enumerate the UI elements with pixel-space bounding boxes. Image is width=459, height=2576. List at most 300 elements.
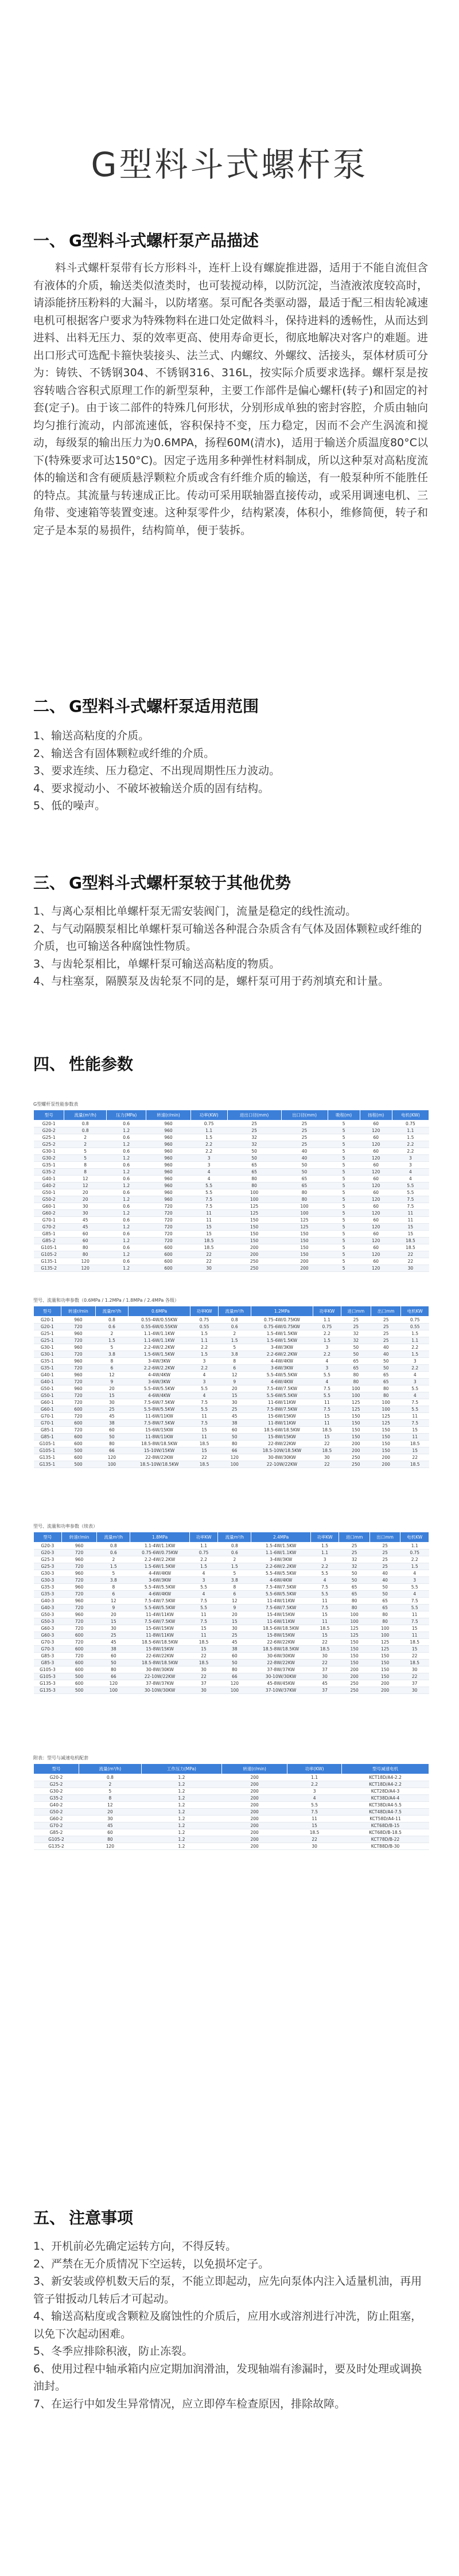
table-row <box>34 1231 429 1238</box>
table-cell: 80 <box>281 1189 328 1196</box>
table-cell: 5 <box>97 1570 130 1577</box>
column-header: 转速r/min <box>61 1306 95 1317</box>
table-row <box>34 1625 429 1632</box>
table-cell: 0.6 <box>106 1203 146 1210</box>
table-row <box>34 1673 429 1680</box>
table-cell: 20 <box>79 1809 142 1816</box>
table-cell: 15-4W/15KW <box>251 1611 310 1618</box>
data-table <box>33 1110 429 1272</box>
table-cell: 22-10W/22KW <box>130 1673 189 1680</box>
table-row <box>34 1570 429 1577</box>
table-cell: G25-2 <box>34 1781 79 1788</box>
table-cell: 2 <box>64 1141 106 1148</box>
table-row <box>34 1182 429 1189</box>
column-header: 出口mm <box>371 1306 401 1317</box>
table-cell: 0.6 <box>106 1258 146 1265</box>
table-cell: 600 <box>146 1265 190 1272</box>
performance-table-4 <box>33 1755 429 1850</box>
table-cell: 5 <box>328 1265 360 1272</box>
table-cell: 720 <box>61 1577 96 1584</box>
table-row <box>34 1251 429 1258</box>
table-cell: KCT68D/B-15 <box>342 1822 429 1829</box>
table-cell: 3.8 <box>95 1351 128 1358</box>
table-cell: G35-3 <box>34 1584 62 1591</box>
table-row <box>34 1365 429 1372</box>
table-cell: 18.5-6W/18.5KW <box>251 1625 310 1632</box>
table-cell: G20-1 <box>34 1324 61 1330</box>
table-cell: 18.5 <box>401 1441 429 1447</box>
table-cell: 200 <box>222 1802 287 1809</box>
table-cell: 0.6 <box>218 1549 251 1556</box>
column-header: 压力(MPa) <box>106 1110 146 1121</box>
table-cell: 22 <box>189 1673 218 1680</box>
table-cell: G60-2 <box>34 1210 64 1217</box>
table-cell: 960 <box>146 1134 190 1141</box>
table-cell: 5.5-4W/5.5KW <box>130 1584 189 1591</box>
table-cell: 80 <box>218 1441 251 1447</box>
table-cell: 0.75 <box>401 1317 429 1324</box>
table-cell: 150 <box>227 1217 281 1224</box>
table-cell: 0.8 <box>218 1543 251 1549</box>
table-cell: 5 <box>328 1244 360 1251</box>
table-cell: 15 <box>400 1646 429 1653</box>
list-item: 2、与气动隔膜泵相比单螺杆泵可输送各种混合杂质含有气体及固体颗粒或纤维的介质，也可输送各种腐蚀性物质。 <box>33 922 422 953</box>
table-cell: 100 <box>341 1385 371 1392</box>
list-item: 1、与离心泵相比单螺杆泵无需安装阀门，流量是稳定的线性流动。 <box>33 905 357 918</box>
table-cell: 1.5 <box>401 1351 429 1358</box>
table-row <box>34 1148 429 1155</box>
table-cell: 18.5 <box>189 1660 218 1666</box>
table-cell: 50 <box>281 1169 328 1176</box>
table-cell: 37 <box>310 1687 339 1694</box>
table-cell: 0.55-4W/0.55KW <box>128 1317 190 1324</box>
table-cell: 200 <box>222 1843 287 1850</box>
table-cell: 80 <box>369 1618 400 1625</box>
column-header: 型号减速电机 <box>342 1764 429 1774</box>
table-row <box>34 1224 429 1231</box>
table-cell: 720 <box>61 1563 96 1570</box>
table-cell: G60-3 <box>34 1625 62 1632</box>
table-header-row <box>34 1306 429 1317</box>
column-header: 功率KW <box>310 1532 339 1543</box>
table-cell: 0.75 <box>400 1549 429 1556</box>
table-cell: G40-2 <box>34 1182 64 1189</box>
table-cell: 66 <box>97 1673 130 1680</box>
column-header: 流量m³/h <box>218 1306 251 1317</box>
table-cell: 50 <box>371 1358 401 1365</box>
table-cell: G85-1 <box>34 1427 61 1434</box>
table-cell: 1.2 <box>141 1829 221 1836</box>
table-row <box>34 1317 429 1324</box>
column-header: 1.2MPa <box>251 1306 313 1317</box>
table-cell: 12 <box>97 1598 130 1605</box>
table-cell: 0.8 <box>218 1317 251 1324</box>
column-header: 型号 <box>34 1110 64 1121</box>
table-cell: 5.5 <box>400 1584 429 1591</box>
table-cell: 15 <box>392 1231 429 1238</box>
table-cell: 1.5 <box>401 1330 429 1337</box>
list-item: 6、使用过程中轴承箱内应定期加润滑油，发现轴端有渗漏时，要及时处理或调换油封。 <box>33 2362 422 2392</box>
table-cell: 11 <box>189 1632 218 1639</box>
table-cell: 50 <box>218 1434 251 1441</box>
table-cell: 100 <box>227 1196 281 1203</box>
table-cell: 25 <box>339 1543 370 1549</box>
table-cell: KCT58D/A4-11 <box>342 1816 429 1822</box>
table-cell: 6 <box>97 1591 130 1598</box>
table-cell: 2.2-4W/2.2KW <box>130 1556 189 1563</box>
table-cell: 200 <box>222 1774 287 1781</box>
table-cell: 1.5 <box>190 1134 227 1141</box>
table-cell: 15 <box>401 1447 429 1454</box>
table-cell: 1.5 <box>190 1351 219 1358</box>
table-cell: 18.5-10W/18.5KW <box>251 1447 313 1454</box>
table-cell: 25 <box>369 1549 400 1556</box>
column-header: 型号 <box>34 1306 61 1317</box>
table-cell: 8 <box>97 1584 130 1591</box>
table-cell: 250 <box>339 1680 370 1687</box>
list-item: 7、在运行中如发生异常情况，应立即停车检查原因，排除故障。 <box>33 2397 346 2410</box>
table-cell: 3 <box>287 1788 342 1795</box>
table-cell: G105-2 <box>34 1251 64 1258</box>
table-cell: 11 <box>313 1420 341 1427</box>
table-cell: 15-8W/15KW <box>251 1632 310 1639</box>
table-cell: 30 <box>218 1625 251 1632</box>
table-cell: 60 <box>218 1427 251 1434</box>
table-cell: 18.5-6W/18.5KW <box>130 1639 189 1646</box>
table-cell: 2 <box>218 1556 251 1563</box>
table-cell: 200 <box>281 1258 328 1265</box>
table-cell: 960 <box>146 1141 190 1148</box>
table-cell: 120 <box>360 1127 392 1134</box>
table-row <box>34 1781 429 1788</box>
table-cell: 5.5-6W/5.5KW <box>251 1591 310 1598</box>
table-row <box>34 1162 429 1169</box>
table-cell: 1.2 <box>106 1141 146 1148</box>
column-header: 出口mm <box>369 1532 400 1543</box>
table-cell: G35-1 <box>34 1365 61 1372</box>
table-cell: 30-8W/30KW <box>130 1666 189 1673</box>
table-cell: G135-1 <box>34 1461 61 1468</box>
table-cell: G85-2 <box>34 1829 79 1836</box>
table-cell: 7.5 <box>401 1420 429 1427</box>
table-cell: 500 <box>61 1687 96 1694</box>
table-cell: 60 <box>360 1258 392 1265</box>
table-cell: 1.5 <box>218 1337 251 1344</box>
table-cell: G70-1 <box>34 1413 61 1420</box>
table-cell: G50-2 <box>34 1196 64 1203</box>
table-cell: 20 <box>218 1385 251 1392</box>
table-cell: 2.2-6W/2.2KW <box>128 1365 190 1372</box>
table-cell: 60 <box>218 1653 251 1660</box>
section5-list <box>33 2238 429 2413</box>
table-cell: 0.75-4W/0.75KW <box>251 1317 313 1324</box>
table-cell: G25-2 <box>34 1141 64 1148</box>
table-cell: 600 <box>146 1244 190 1251</box>
table-cell: G20-2 <box>34 1127 64 1134</box>
table-cell: 2 <box>218 1330 251 1337</box>
table-cell: 3 <box>189 1577 218 1584</box>
table-cell: 20 <box>218 1611 251 1618</box>
table-cell: 200 <box>369 1687 400 1694</box>
table-cell: 960 <box>146 1182 190 1189</box>
table-cell: 38 <box>95 1420 128 1427</box>
table-cell: 5.5-4W/5.5KW <box>128 1385 190 1392</box>
table-cell: 30 <box>97 1625 130 1632</box>
table-cell: 120 <box>64 1258 106 1265</box>
table-cell: 960 <box>146 1162 190 1169</box>
table-cell: 30 <box>392 1265 429 1272</box>
table-cell: 45-8W/45KW <box>251 1680 310 1687</box>
table-cell: 15 <box>400 1625 429 1632</box>
table-row <box>34 1265 429 1272</box>
table-cell: 4 <box>190 1392 219 1399</box>
table-cell: 1.5-4W/1.5KW <box>251 1330 313 1337</box>
table-cell: G20-1 <box>34 1121 64 1127</box>
table-cell: 125 <box>371 1413 401 1420</box>
table-cell: 4 <box>190 1176 227 1182</box>
table-cell: 100 <box>218 1461 251 1468</box>
table-cell: 40 <box>371 1344 401 1351</box>
table-cell: 18.5-8W/18.5KW <box>128 1441 190 1447</box>
table-cell: 25 <box>371 1324 401 1330</box>
column-header: 型号 <box>34 1764 79 1774</box>
table-cell: 18.5 <box>190 1441 219 1447</box>
table-cell: 120 <box>360 1265 392 1272</box>
table-cell: 1.1 <box>310 1549 339 1556</box>
table-cell: 2.2 <box>287 1781 342 1788</box>
table-cell: G70-2 <box>34 1822 79 1829</box>
table-cell: 3-6W/3KW <box>251 1365 313 1372</box>
table-cell: 2.2 <box>190 1148 227 1155</box>
table-cell: 40 <box>281 1155 328 1162</box>
table-cell: 9 <box>97 1605 130 1611</box>
table-row <box>34 1563 429 1570</box>
table-cell: 6 <box>218 1591 251 1598</box>
table-cell: 1.5 <box>97 1563 130 1570</box>
table-cell: 0.6 <box>106 1134 146 1141</box>
table-cell: 125 <box>371 1420 401 1427</box>
table-cell: 5 <box>328 1141 360 1148</box>
table-cell: 65 <box>371 1372 401 1379</box>
table-cell: 25 <box>369 1543 400 1549</box>
table-cell: 125 <box>341 1399 371 1406</box>
table-cell: KCT18D/A4-2.2 <box>342 1774 429 1781</box>
table-cell: 0.55-6W/0.55KW <box>128 1324 190 1330</box>
table-row <box>34 1121 429 1127</box>
table-cell: 4 <box>401 1392 429 1399</box>
column-header: 1.8MPa <box>130 1532 189 1543</box>
table-cell: 50 <box>371 1365 401 1372</box>
table-cell: 18.5 <box>190 1461 219 1468</box>
section5-heading <box>33 2206 133 2228</box>
section3-list <box>33 903 429 990</box>
table-cell: 150 <box>281 1238 328 1244</box>
table-cell: 12 <box>64 1176 106 1182</box>
table-cell: 40 <box>369 1570 400 1577</box>
table-row <box>34 1788 429 1795</box>
table-cell: 18.5-6W/18.5KW <box>251 1427 313 1434</box>
table-cell: 5.5 <box>190 1189 227 1196</box>
table-cell: G20-1 <box>34 1317 61 1324</box>
table-cell: 22-6W/22KW <box>251 1639 310 1646</box>
table-cell: 1.5-6W/1.5KW <box>251 1337 313 1344</box>
table-cell: 11 <box>401 1434 429 1441</box>
table-cell: G20-3 <box>34 1549 62 1556</box>
table-cell: 5.5 <box>400 1605 429 1611</box>
table-cell: 150 <box>227 1238 281 1244</box>
table-cell: 3 <box>190 1155 227 1162</box>
table-cell: 100 <box>281 1210 328 1217</box>
table-cell: 960 <box>146 1176 190 1182</box>
table-cell: 11 <box>401 1413 429 1420</box>
table-row <box>34 1379 429 1385</box>
table-cell: 120 <box>97 1680 130 1687</box>
list-item: 3、要求连续、压力稳定、不出现周期性压力波动。 <box>33 764 281 777</box>
table-cell: 150 <box>281 1251 328 1258</box>
table-cell: 3 <box>401 1379 429 1385</box>
table-cell: 80 <box>95 1441 128 1447</box>
table-row <box>34 1632 429 1639</box>
table-cell: 0.55 <box>401 1324 429 1330</box>
list-item: 3、新安装或停机数天后的泵，不能立即起动，应先向泵体内注入适量机油，再用管子钳扳动几转后才可起动。 <box>33 2275 422 2305</box>
table-cell: G30-2 <box>34 1155 64 1162</box>
table-row <box>34 1584 429 1591</box>
table-row <box>34 1203 429 1210</box>
column-header: 转速(r/min) <box>146 1110 190 1121</box>
table-cell: 120 <box>360 1210 392 1217</box>
table-cell: G30-2 <box>34 1788 79 1795</box>
column-header: 电机KW <box>401 1306 429 1317</box>
column-header: 功率KW <box>190 1306 219 1317</box>
table-cell: 2.2 <box>190 1365 219 1372</box>
column-header: 功率KW <box>189 1532 218 1543</box>
table-cell: KCT68D/B-18.5 <box>342 1829 429 1836</box>
table-cell: 1.2 <box>141 1788 221 1795</box>
table-cell: 80 <box>339 1598 370 1605</box>
table-cell: 5.5-6W/5.5KW <box>251 1392 313 1399</box>
table-cell: 0.6 <box>97 1549 130 1556</box>
table-cell: 7.5 <box>190 1420 219 1427</box>
table-row <box>34 1577 429 1584</box>
table-cell: 600 <box>61 1660 96 1666</box>
table-cell: 720 <box>146 1224 190 1231</box>
table-cell: G50-1 <box>34 1189 64 1196</box>
table-cell: 960 <box>61 1385 95 1392</box>
table-cell: G60-2 <box>34 1816 79 1822</box>
table-cell: 18.5 <box>400 1660 429 1666</box>
table-cell: 8 <box>79 1795 142 1802</box>
column-header: 型号 <box>34 1532 62 1543</box>
table-cell: 80 <box>341 1379 371 1385</box>
table-cell: 5 <box>328 1182 360 1189</box>
table-cell: 0.75 <box>190 1317 219 1324</box>
table-row <box>34 1556 429 1563</box>
column-header: 吸程(m) <box>328 1110 360 1121</box>
table-cell: 150 <box>281 1231 328 1238</box>
table-cell: 3 <box>190 1358 219 1365</box>
table-cell: 150 <box>339 1646 370 1653</box>
table-row <box>34 1330 429 1337</box>
table-cell: 7.5 <box>189 1618 218 1625</box>
table-cell: 1.5 <box>190 1330 219 1337</box>
table-cell: 1.1 <box>189 1543 218 1549</box>
table-cell: 8 <box>64 1169 106 1176</box>
table-cell: 600 <box>61 1434 95 1441</box>
table-cell: 0.75 <box>189 1549 218 1556</box>
table-cell: 200 <box>222 1795 287 1802</box>
table-cell: 2.2 <box>400 1556 429 1563</box>
table-cell: 30 <box>64 1203 106 1210</box>
table-cell: 1.1 <box>401 1337 429 1344</box>
table-cell: 30-10W/30KW <box>130 1687 189 1694</box>
table-cell: 65 <box>281 1176 328 1182</box>
section2-heading <box>33 694 259 717</box>
table-cell: 30 <box>189 1687 218 1694</box>
table-cell: 125 <box>281 1217 328 1224</box>
table-cell: 720 <box>61 1365 95 1372</box>
table-cell: 960 <box>146 1127 190 1134</box>
table-cell: 60 <box>360 1176 392 1182</box>
table-cell: G60-1 <box>34 1203 64 1210</box>
table-cell: 960 <box>61 1344 95 1351</box>
table-cell: 5.5 <box>392 1189 429 1196</box>
table-row <box>34 1795 429 1802</box>
table-cell: 3-4W/3KW <box>251 1556 310 1563</box>
table-cell: 5 <box>328 1196 360 1203</box>
table-row <box>34 1196 429 1203</box>
table-cell: G30-3 <box>34 1577 62 1584</box>
table-cell: 250 <box>339 1687 370 1694</box>
table-cell: 15 <box>189 1646 218 1653</box>
table-cell: 7.5-8W/7.5KW <box>251 1406 313 1413</box>
table-cell: 720 <box>61 1379 95 1385</box>
table-cell: 5.5-6W/5.5KW <box>130 1605 189 1611</box>
table-cell: 3 <box>313 1344 341 1351</box>
table-cell: 200 <box>341 1447 371 1454</box>
table-cell: 3-4W/3KW <box>251 1344 313 1351</box>
table-cell: 65 <box>371 1379 401 1385</box>
section4-number: 四、 <box>33 1055 66 1074</box>
table-row <box>34 1843 429 1850</box>
table-cell: 120 <box>360 1155 392 1162</box>
table-cell: 11-6W/11KW <box>251 1399 313 1406</box>
table-cell: 960 <box>61 1372 95 1379</box>
table-cell: 3 <box>313 1365 341 1372</box>
table-cell: KCT78D/B-22 <box>342 1836 429 1843</box>
table-cell: 150 <box>371 1447 401 1454</box>
table-cell: G85-3 <box>34 1660 62 1666</box>
table-cell: 32 <box>341 1337 371 1344</box>
table-cell: 60 <box>64 1231 106 1238</box>
table-cell: 37-10W/37KW <box>251 1687 310 1694</box>
table-cell: 18.5 <box>310 1625 339 1632</box>
table-cell: 125 <box>369 1646 400 1653</box>
table-cell: 11 <box>313 1399 341 1406</box>
table-cell: 50 <box>95 1434 128 1441</box>
table-cell: 4 <box>400 1570 429 1577</box>
performance-table-2 <box>33 1297 429 1468</box>
table-cell: 200 <box>341 1441 371 1447</box>
table-cell: 5.5 <box>313 1392 341 1399</box>
table-cell: 5 <box>328 1203 360 1210</box>
table-cell: 2.2 <box>190 1344 219 1351</box>
table-cell: 18.5 <box>392 1238 429 1244</box>
table-cell: 3 <box>190 1379 219 1385</box>
table-cell: 22 <box>313 1461 341 1468</box>
table-cell: 50 <box>369 1591 400 1598</box>
table-cell: 0.8 <box>95 1317 128 1324</box>
table-cell: 150 <box>339 1660 370 1666</box>
